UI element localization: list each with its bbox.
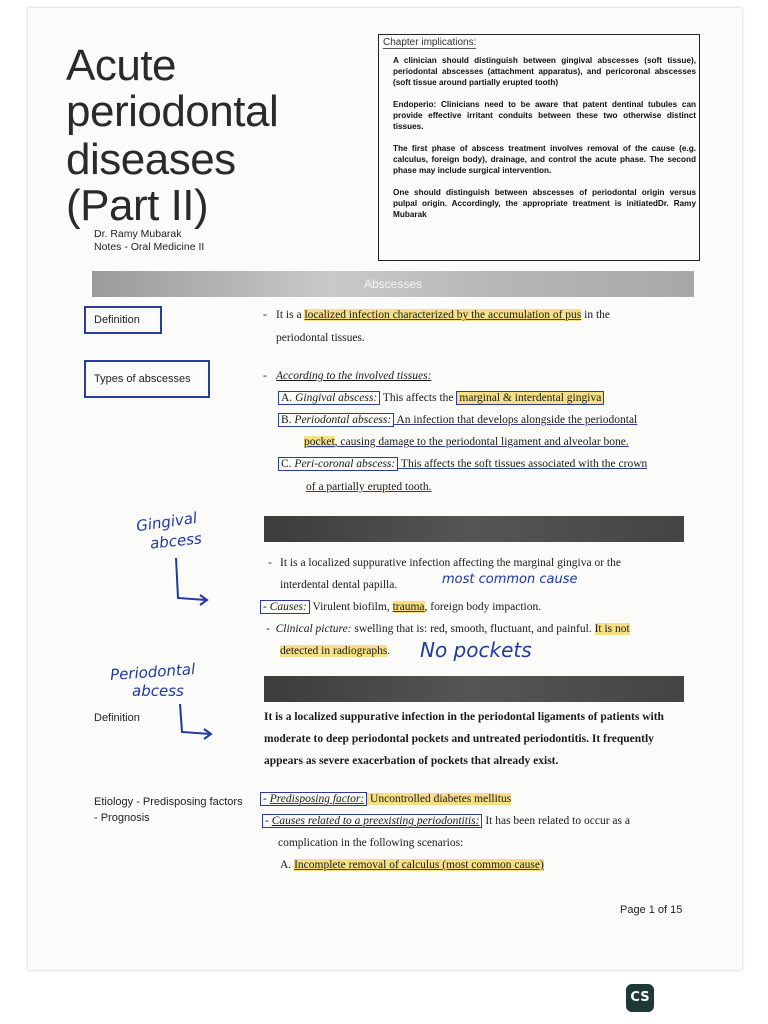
type-a-line	[278, 391, 604, 406]
handwritten-arrow-2	[176, 702, 216, 742]
page-number: Page 1 of 15	[620, 904, 683, 916]
sidebar-definition-label: Definition	[94, 314, 140, 326]
gingival-line-1: It is a localized suppurative infection affecting the marginal gingiva or the	[280, 557, 621, 569]
periodontal-abscess-bar	[264, 676, 684, 702]
clinical-label: Clinical picture:	[275, 623, 352, 635]
definition-line-1	[276, 308, 610, 323]
etiology-a-highlight: Incomplete removal of calculus (most common cause)	[294, 859, 544, 871]
type-c-label: Peri-coronal abscess:	[294, 458, 396, 470]
type-b-text-2: , causing damage to the periodontal ligament and alveolar bone.	[334, 436, 629, 448]
bullet-dash: -	[263, 309, 267, 321]
handwritten-gingival: Gingival	[135, 508, 199, 536]
chapter-implications-title: Chapter implications:	[383, 37, 477, 48]
bullet-dash: -	[268, 557, 272, 569]
ec-dash: -	[265, 815, 269, 827]
definition-text-c: in the	[581, 309, 611, 321]
handwritten-gingival-abcess: abcess	[149, 529, 203, 553]
gingival-abscess-bar	[264, 516, 684, 542]
definition-text-a: It is a	[276, 309, 305, 321]
pf-highlight: Uncontrolled diabetes mellitus	[367, 793, 512, 805]
etiology-a-line	[280, 858, 544, 873]
sidebar-definition-periodontal: Definition	[94, 712, 140, 724]
author-name: Dr. Ramy Mubarak	[94, 228, 182, 240]
type-a-label: Gingival abscess:	[295, 392, 378, 404]
radiographs-highlight: detected in radiographs	[280, 645, 388, 657]
causes-label: Causes:	[269, 601, 307, 613]
camscanner-logo: CS	[626, 984, 654, 1012]
sidebar-types-label: Types of abscesses	[94, 373, 191, 385]
handwritten-periodontal: Periodontal	[109, 660, 196, 684]
title-line-3: diseases	[66, 135, 236, 184]
abscesses-section-bar	[92, 271, 694, 297]
type-b-letter: B.	[281, 414, 292, 426]
title-line-4: (Part II)	[66, 181, 209, 230]
type-a-text-1: This affects the	[380, 392, 457, 404]
gingival-last-line	[280, 644, 390, 659]
definition-line-2: periodontal tissues.	[276, 332, 365, 344]
types-heading: According to the involved tissues:	[276, 370, 432, 382]
chapter-implications-box	[378, 34, 700, 261]
gingival-line-2: interdental dental papilla.	[280, 579, 398, 591]
implication-4: One should distinguish between abscesses of periodontal origin versus pulpal origin. Accordingly, the appropriate treatment is initiatedDr. Ramy Mubarak	[393, 188, 696, 219]
sidebar-definition-box	[84, 306, 162, 334]
handwritten-periodontal-abcess: abcess	[132, 682, 184, 700]
sidebar-prognosis: - Prognosis	[94, 812, 150, 824]
type-c-text-1: This affects the soft tissues associated with the crown	[398, 458, 648, 470]
clinical-highlight: It is not	[594, 623, 630, 635]
sidebar-types-box	[84, 360, 210, 398]
periodontal-line-2: moderate to deep periodontal pockets and untreated periodontitis. It frequently	[264, 733, 654, 745]
type-a-letter: A.	[281, 392, 293, 404]
type-b-line-2	[304, 435, 629, 450]
gingival-causes-line	[260, 600, 541, 615]
type-c-line-2: of a partially erupted tooth.	[306, 481, 432, 493]
ec-label: Causes related to a preexisting periodontitis:	[271, 815, 480, 827]
clinical-text-a: swelling that is: red, smooth, fluctuant, and painful.	[351, 623, 595, 635]
pf-dash: -	[263, 793, 267, 805]
periodontal-line-1: It is a localized suppurative infection in the periodontal ligaments of patients with	[264, 711, 664, 723]
radiographs-end: .	[387, 645, 391, 657]
title-line-1: Acute	[66, 41, 177, 90]
clinical-dash: -	[266, 623, 270, 635]
type-a-highlight: marginal & interdental gingiva	[456, 391, 604, 405]
type-c-letter: C.	[281, 458, 292, 470]
implication-3: The first phase of abscess treatment involves removal of the cause (e.g. calculus, foreign body), drainage, and control the acute phase. The second phase may include surgical intervention.	[393, 144, 696, 175]
definition-highlight: localized infection characterized by the accumulation of pus	[304, 309, 582, 321]
handwritten-no-pockets: No pockets	[420, 638, 532, 662]
type-c-line-1	[278, 457, 647, 472]
author-notes: Notes - Oral Medicine II	[94, 241, 205, 253]
etiology-pf-line	[260, 792, 511, 807]
implication-2: Endoperio: Clinicians need to be aware that patent dentinal tubules can provide effective irritant conduits between these two otherwise distinct tissues.	[393, 100, 696, 131]
sidebar-etiology: Etiology - Predisposing factors	[94, 796, 243, 808]
type-b-label: Periodontal abscess:	[294, 414, 392, 426]
abscesses-section-title: Abscesses	[363, 277, 423, 291]
etiology-causes-line	[262, 814, 630, 829]
causes-trauma: trauma	[392, 601, 425, 613]
handwritten-most-common-cause: most common cause	[442, 572, 578, 587]
causes-text-c: , foreign body impaction.	[424, 601, 542, 613]
type-b-pocket: pocket	[304, 436, 335, 448]
ec-text: It has been related to occur as a	[482, 815, 630, 827]
gingival-clinical-line	[266, 622, 630, 637]
bullet-dash: -	[263, 370, 267, 382]
etiology-line-2: complication in the following scenarios:	[278, 837, 464, 849]
handwritten-arrow-1	[172, 556, 212, 608]
type-b-text-1: An infection that develops alongside the periodontal	[394, 414, 638, 426]
etiology-a-letter: A.	[280, 859, 292, 871]
type-b-line-1	[278, 413, 637, 428]
implication-1: A clinician should distinguish between gingival abscesses (soft tissue), periodontal abscesses (attachment apparatus), and pericoronal abscesses (soft tissue around partially erupted tooth)	[393, 56, 696, 87]
causes-dash: -	[263, 601, 267, 613]
document-page	[28, 8, 742, 970]
periodontal-line-3: appears as severe exacerbation of pockets that already exist.	[264, 755, 559, 767]
causes-text-a: Virulent biofilm,	[309, 601, 393, 613]
pf-label: Predisposing factor:	[269, 793, 365, 805]
title-line-2: periodontal	[66, 87, 279, 136]
